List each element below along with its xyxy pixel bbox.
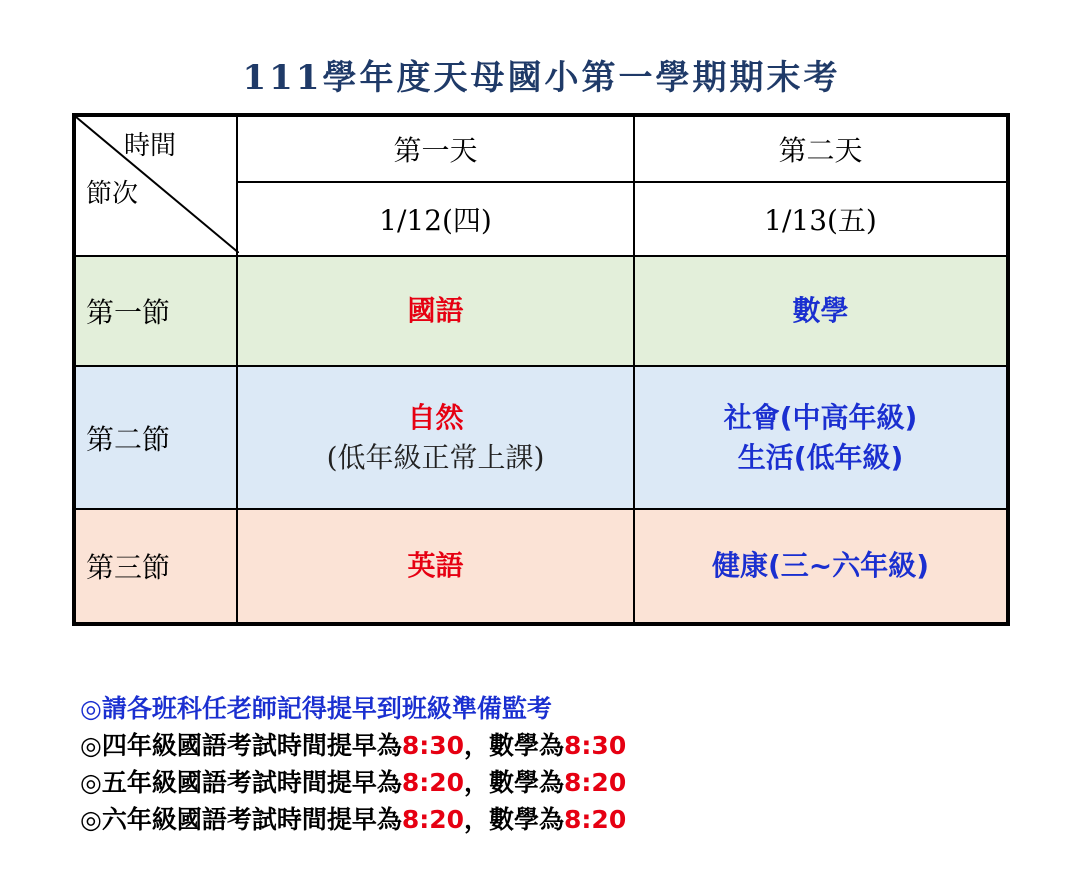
- note-time: 8:30: [564, 731, 627, 760]
- notes-section: [80, 690, 626, 838]
- day2-header: 第二天: [634, 115, 1008, 182]
- day1-subject-cell: [237, 256, 634, 366]
- day2-subject: 社會(中高年級): [723, 400, 918, 434]
- page-title: 111學年度天母國小第一學期期末考: [242, 58, 841, 98]
- exam-schedule-table: [72, 113, 1010, 626]
- corner-period-label: 節次: [86, 179, 139, 209]
- note-grade4-time: [80, 727, 626, 764]
- period-label: 第一節: [74, 256, 237, 366]
- period-row: [74, 256, 1008, 366]
- note-text: ◎五年級國語考試時間提早為: [80, 768, 402, 797]
- day1-date: 1/12(四): [237, 182, 634, 256]
- note-grade6-time: [80, 801, 626, 838]
- note-text: ，數學為: [464, 768, 565, 797]
- note-text: ，數學為: [464, 731, 565, 760]
- period-label: 第三節: [74, 509, 237, 624]
- header-row-days: [74, 115, 1008, 182]
- note-text: ◎四年級國語考試時間提早為: [80, 731, 402, 760]
- day1-header: 第一天: [237, 115, 634, 182]
- day1-subject-cell: [237, 509, 634, 624]
- period-row: [74, 509, 1008, 624]
- day1-subject: 英語: [407, 549, 464, 582]
- day1-subject-note: (低年級正常上課): [326, 440, 545, 474]
- note-time: 8:20: [564, 805, 627, 834]
- day2-subject-cell: [634, 366, 1008, 509]
- note-time: 8:20: [401, 805, 465, 834]
- note-time: 8:20: [401, 768, 465, 797]
- day2-subject: 數學: [792, 294, 849, 327]
- note-proctor-reminder: ◎請各班科任老師記得提早到班級準備監考: [80, 694, 552, 723]
- corner-time-label: 時間: [124, 131, 177, 161]
- note-text: ，數學為: [464, 805, 565, 834]
- day1-subject: 自然: [407, 400, 464, 434]
- day2-subject-cell: [634, 256, 1008, 366]
- note-text: ◎六年級國語考試時間提早為: [80, 805, 402, 834]
- day1-subject-cell: [237, 366, 634, 509]
- day2-subject-cell: [634, 509, 1008, 624]
- period-row: [74, 366, 1008, 509]
- note-time: 8:20: [564, 768, 627, 797]
- note-grade5-time: [80, 764, 626, 801]
- day2-subject: 健康(三~六年級): [711, 549, 930, 582]
- corner-header-cell: [74, 115, 237, 256]
- period-label: 第二節: [74, 366, 237, 509]
- note-time: 8:30: [401, 731, 465, 760]
- day1-subject: 國語: [407, 294, 464, 327]
- day2-subject: 生活(低年級): [737, 440, 904, 474]
- day2-date: 1/13(五): [634, 182, 1008, 256]
